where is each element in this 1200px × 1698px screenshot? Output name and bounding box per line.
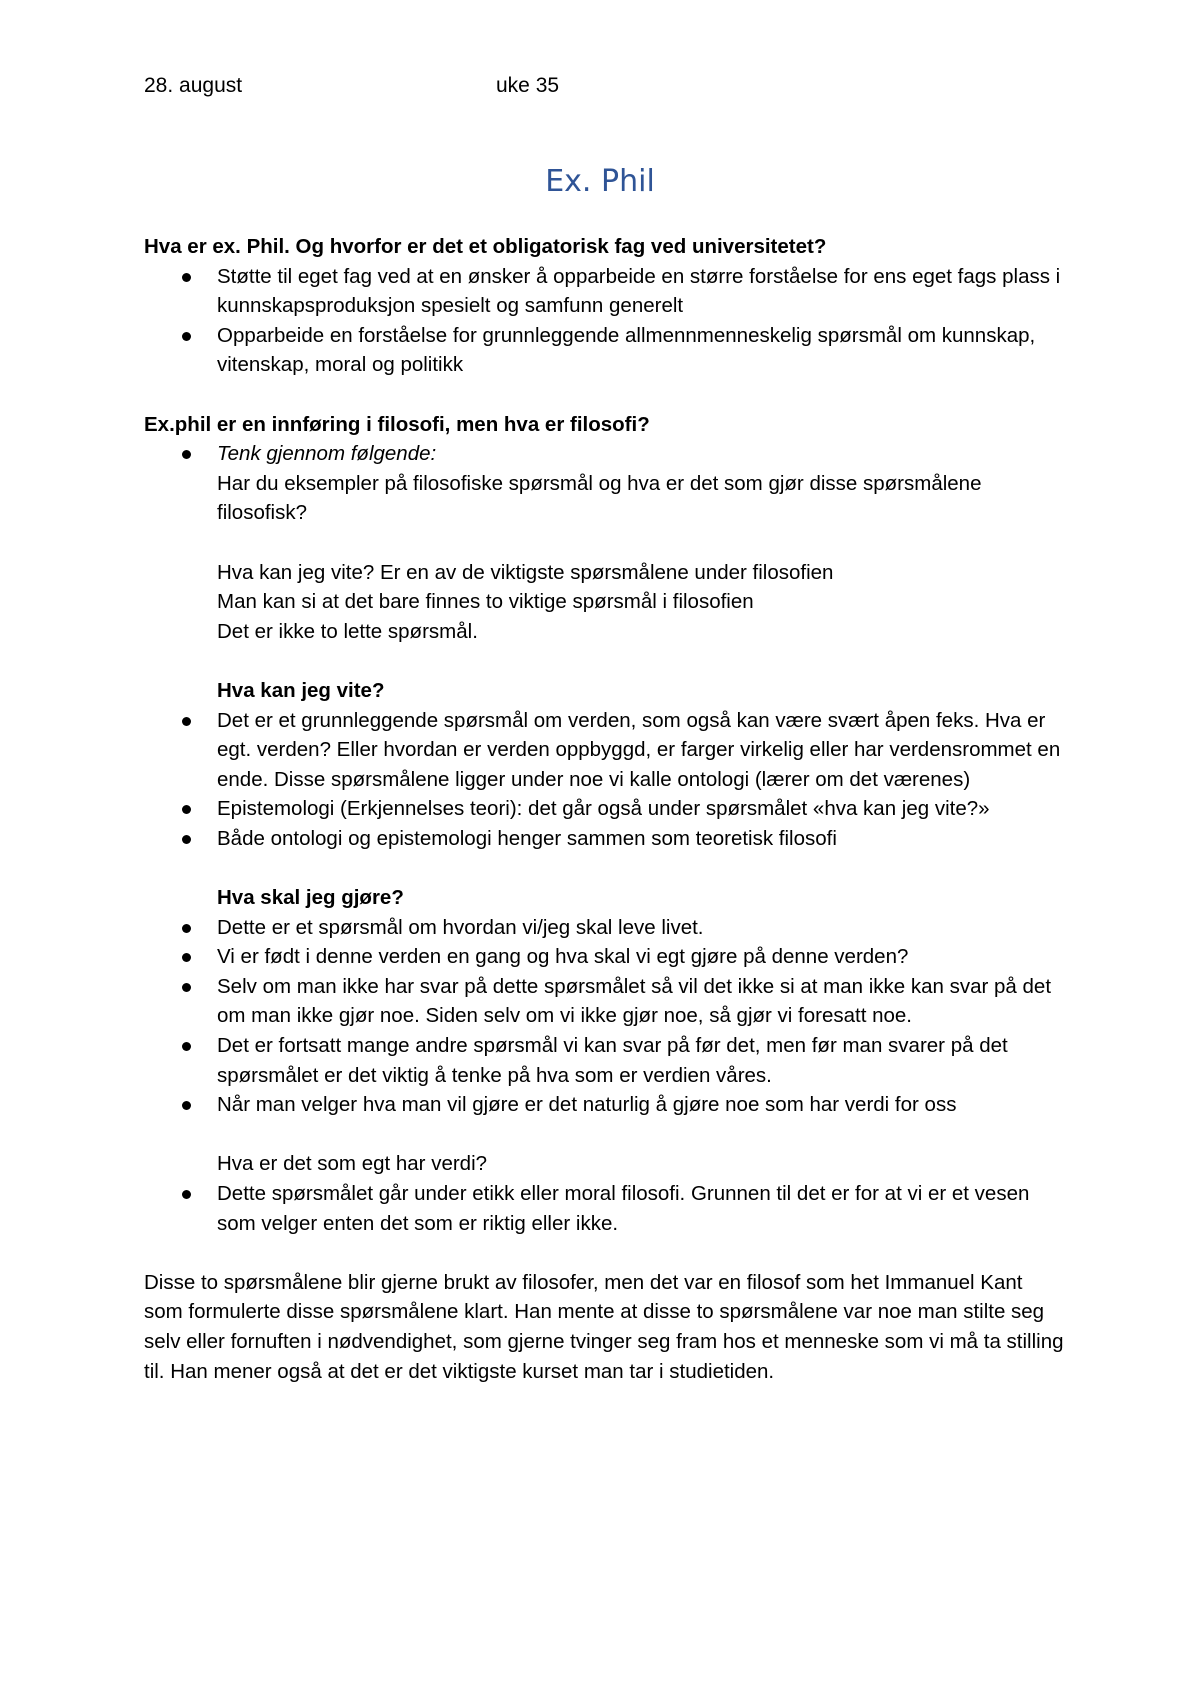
bullet-icon xyxy=(182,953,191,962)
bullet-list xyxy=(144,439,1064,528)
list-item: Epistemologi (Erkjennelses teori): det går også under spørsmålet «hva kan jeg vite?» xyxy=(144,794,1064,824)
page-title: Ex. Phil xyxy=(545,164,655,199)
list-item: Når man velger hva man vil gjøre er det naturlig å gjøre noe som har verdi for oss xyxy=(144,1090,1064,1120)
subsection-heading: Hva skal jeg gjøre? xyxy=(217,886,404,910)
bullet-icon xyxy=(182,1042,191,1051)
bullet-icon xyxy=(182,1101,191,1110)
section-heading: Hva er ex. Phil. Og hvorfor er det et obligatorisk fag ved universitetet? xyxy=(144,235,827,258)
header-week: uke 35 xyxy=(496,74,560,97)
bullet-icon xyxy=(182,805,191,814)
subsection-heading: Hva kan jeg vite? xyxy=(217,678,385,702)
list-item: Opparbeide en forståelse for grunnleggende allmennmenneskelig spørsmål om kunnskap, vitenskap, moral og politikk xyxy=(144,321,1064,380)
bullet-list xyxy=(144,706,1064,854)
list-item: Både ontologi og epistemologi henger sammen som teoretisk filosofi xyxy=(144,824,1064,854)
document-body xyxy=(144,232,1064,1386)
bullet-icon xyxy=(182,983,191,992)
bullet-icon xyxy=(182,717,191,726)
bullet-list xyxy=(144,1179,1064,1238)
subsection-question: Hva er det som egt har verdi? xyxy=(217,1152,488,1176)
think-text: Har du eksempler på filosofiske spørsmål og hva er det som gjør disse spørsmålene filosofisk? xyxy=(217,471,982,525)
list-item xyxy=(144,439,1064,528)
text-line: Det er ikke to lette spørsmål. xyxy=(217,619,478,643)
bullet-icon xyxy=(182,1190,191,1199)
bullet-icon xyxy=(182,332,191,341)
list-item: Det er et grunnleggende spørsmål om verden, som også kan være svært åpen feks. Hva er egt. verden? Eller hvordan er verden oppbyggd, er farger virkelig eller har verdensrommet en ende. Disse spørsmålene ligger under noe vi kalle ontologi (lærer om det værenes) xyxy=(144,706,1064,795)
conclusion-paragraph: Disse to spørsmålene blir gjerne brukt av filosofer, men det var en filosof som het Immanuel Kant som formulerte disse spørsmålene klart. Han mente at disse to spørsmålene var noe man stilte seg selv eller fornuften i nødvendighet, som gjerne tvinger seg fram hos et menneske som vi må ta stilling til. Han mener også at det er det viktigste kurset man tar i studietiden. xyxy=(144,1270,1064,1383)
header-date: 28. august xyxy=(144,74,243,97)
paragraph-block xyxy=(144,558,1064,647)
page-header xyxy=(144,74,1044,102)
bullet-icon xyxy=(182,835,191,844)
bullet-icon xyxy=(182,273,191,282)
think-label: Tenk gjennom følgende: xyxy=(217,442,437,466)
text-line: Hva kan jeg vite? Er en av de viktigste spørsmålene under filosofien xyxy=(217,560,834,584)
list-item: Selv om man ikke har svar på dette spørsmålet så vil det ikke si at man ikke kan svar på det om man ikke gjør noe. Siden selv om vi ikke gjør noe, så gjør vi foresatt noe. xyxy=(144,972,1064,1031)
bullet-list xyxy=(144,913,1064,1120)
bullet-list xyxy=(144,262,1064,380)
list-item: Dette er et spørsmål om hvordan vi/jeg skal leve livet. xyxy=(144,913,1064,943)
text-line: Man kan si at det bare finnes to viktige spørsmål i filosofien xyxy=(217,590,754,614)
bullet-icon xyxy=(182,450,191,459)
list-item: Vi er født i denne verden en gang og hva skal vi egt gjøre på denne verden? xyxy=(144,942,1064,972)
list-item: Dette spørsmålet går under etikk eller moral filosofi. Grunnen til det er for at vi er et vesen som velger enten det som er riktig eller ikke. xyxy=(144,1179,1064,1238)
bullet-icon xyxy=(182,924,191,933)
list-item: Støtte til eget fag ved at en ønsker å opparbeide en større forståelse for ens eget fags plass i kunnskapsproduksjon spesielt og samfunn generelt xyxy=(144,262,1064,321)
list-item: Det er fortsatt mange andre spørsmål vi kan svar på før det, men før man svarer på det spørsmålet er det viktig å tenke på hva som er verdien våres. xyxy=(144,1031,1064,1090)
section-heading: Ex.phil er en innføring i filosofi, men hva er filosofi? xyxy=(144,412,650,436)
